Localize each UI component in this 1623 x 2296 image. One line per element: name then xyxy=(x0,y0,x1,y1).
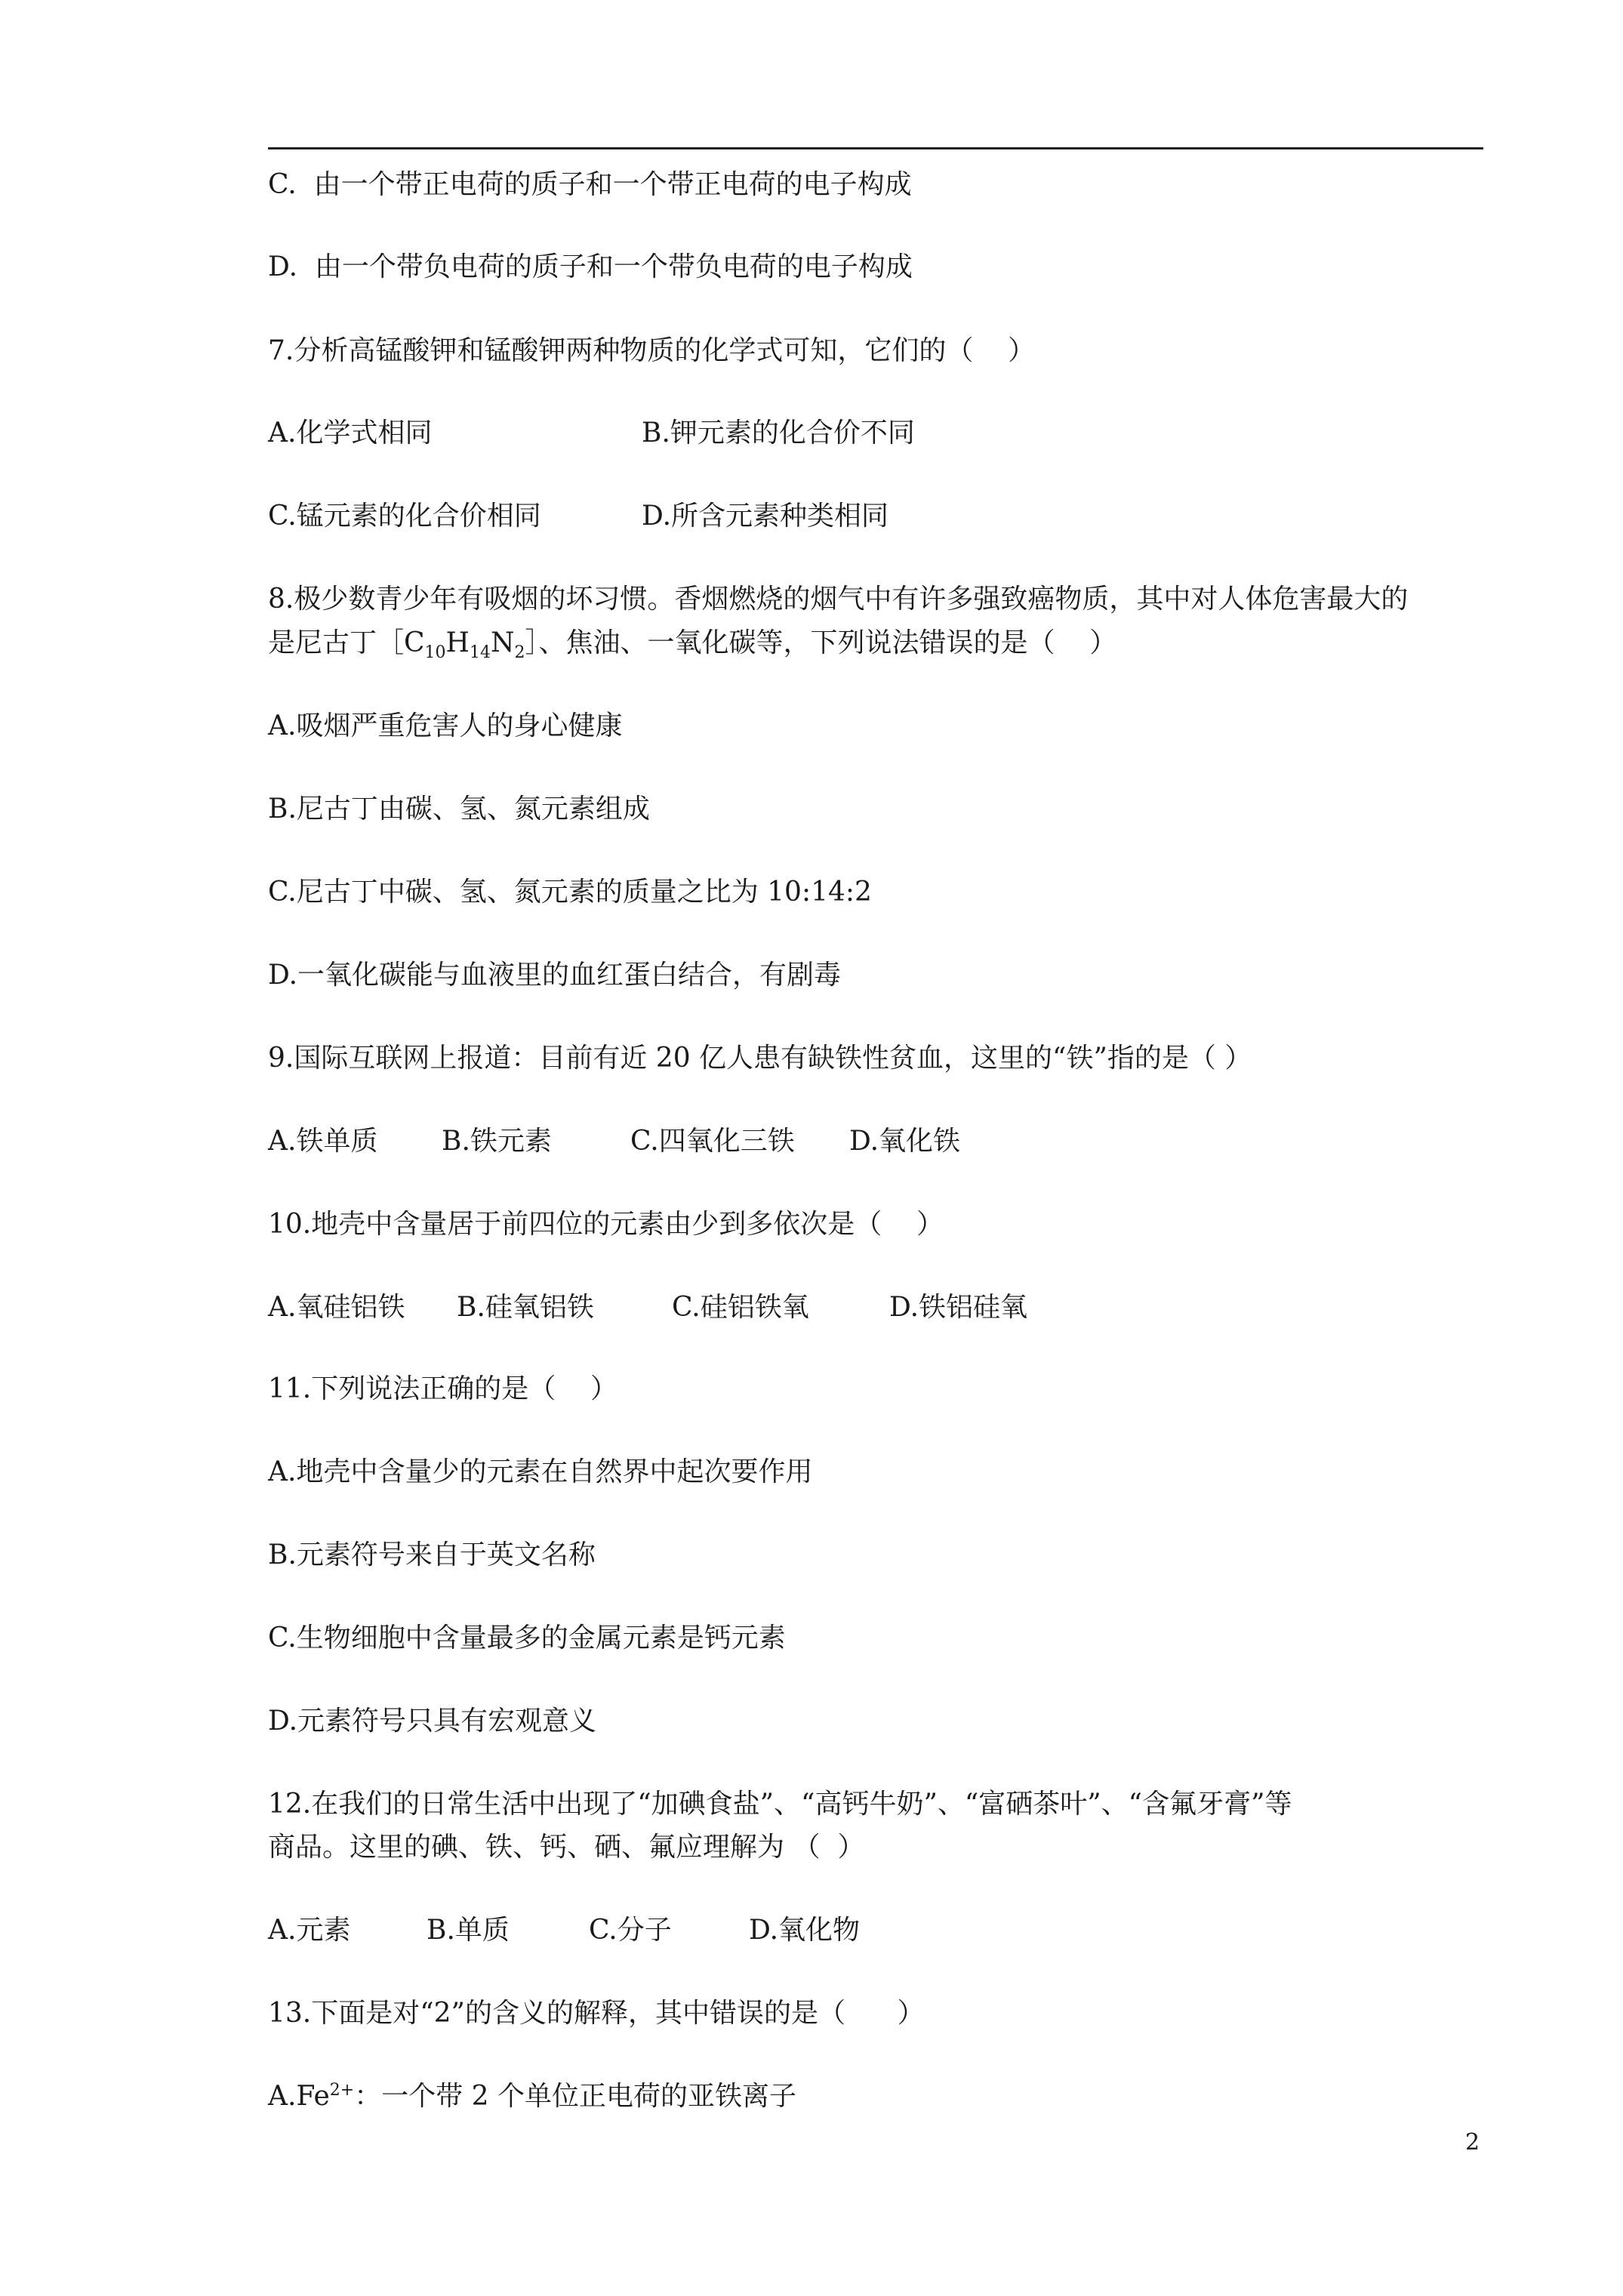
q8-subscript-c: 10 xyxy=(424,643,446,663)
q7-options-row1 xyxy=(268,417,915,450)
q7-option-a: A.化学式相同 xyxy=(268,418,433,448)
q8-stem-prefix: 是尼古丁［C xyxy=(268,627,425,658)
q10-options xyxy=(268,1291,1027,1324)
q6-option-c: C. 由一个带正电荷的质子和一个带正电荷的电子构成 xyxy=(268,169,912,200)
q10-option-c: C.硅铝铁氧 xyxy=(672,1292,809,1323)
q10-option-b: B.硅氧铝铁 xyxy=(457,1292,594,1323)
q12-option-b: B.单质 xyxy=(427,1915,510,1946)
q8-stem-line2 xyxy=(268,627,1117,663)
q13-option-a-text: ：一个带 2 个单位正电荷的亚铁离子 xyxy=(354,2081,796,2112)
q10-option-a: A.氧硅铝铁 xyxy=(268,1292,405,1323)
q8-option-d: D.一氧化碳能与血液里的血红蛋白结合，有剧毒 xyxy=(268,960,842,991)
q9-option-a: A.铁单质 xyxy=(268,1126,378,1157)
q8-stem-suffix: ］、焦油、一氧化碳等，下列说法错误的是（ ） xyxy=(525,627,1117,658)
q7-option-c: C.锰元素的化合价相同 xyxy=(268,501,541,532)
q11-option-b: B.元素符号来自于英文名称 xyxy=(268,1539,596,1570)
q8-subscript-h: 14 xyxy=(469,643,491,663)
q12-stem-line1: 12.在我们的日常生活中出现了“加碘食盐”、“高钙牛奶”、“富硒茶叶”、“含氟牙膏”等 xyxy=(268,1789,1292,1820)
q11-option-d: D.元素符号只具有宏观意义 xyxy=(268,1706,597,1737)
q10-option-d: D.铁铝硅氧 xyxy=(889,1292,1028,1323)
q13-option-a xyxy=(268,2080,796,2113)
q9-option-c: C.四氧化三铁 xyxy=(630,1126,795,1157)
q13-stem: 13.下面是对“2”的含义的解释，其中错误的是（ ） xyxy=(268,1998,925,2029)
q8-option-b: B.尼古丁由碳、氢、氮元素组成 xyxy=(268,794,650,824)
page-number: 2 xyxy=(1465,2129,1480,2156)
q11-stem: 11.下列说法正确的是（ ） xyxy=(268,1373,618,1404)
q7-options-row2 xyxy=(268,500,888,533)
q12-option-c: C.分子 xyxy=(589,1915,672,1946)
q9-stem: 9.国际互联网上报道：目前有近 20 亿人患有缺铁性贫血，这里的“铁”指的是（ ） xyxy=(268,1043,1252,1074)
q12-stem-line2: 商品。这里的碘、铁、钙、硒、氟应理解为 （ ） xyxy=(268,1832,865,1863)
q10-stem: 10.地壳中含量居于前四位的元素由少到多依次是（ ） xyxy=(268,1209,944,1240)
q9-options xyxy=(268,1125,960,1158)
q8-option-c: C.尼古丁中碳、氢、氮元素的质量之比为 10:14:2 xyxy=(268,877,872,908)
header-rule xyxy=(268,147,1483,149)
q9-option-b: B.铁元素 xyxy=(442,1126,552,1157)
q9-option-d: D.氧化铁 xyxy=(849,1126,961,1157)
q13-formula-fe: A.Fe xyxy=(268,2081,330,2112)
q8-subscript-n: 2 xyxy=(514,643,525,663)
q12-option-d: D.氧化物 xyxy=(749,1915,861,1946)
q8-option-a: A.吸烟严重危害人的身心健康 xyxy=(268,710,623,741)
q7-option-d: D.所含元素种类相同 xyxy=(642,501,889,532)
q8-formula-h: H xyxy=(445,627,470,658)
q8-stem-line1: 8.极少数青少年有吸烟的坏习惯。香烟燃烧的烟气中有许多强致癌物质，其中对人体危害最大的 xyxy=(268,584,1409,615)
q12-option-a: A.元素 xyxy=(268,1915,351,1946)
q11-option-c: C.生物细胞中含量最多的金属元素是钙元素 xyxy=(268,1623,786,1653)
q12-options xyxy=(268,1914,860,1947)
q6-option-d: D. 由一个带负电荷的质子和一个带负电荷的电子构成 xyxy=(268,251,913,282)
q7-stem: 7.分析高锰酸钾和锰酸钾两种物质的化学式可知，它们的（ ） xyxy=(268,335,1036,366)
q13-charge-superscript: 2+ xyxy=(329,2081,355,2100)
q7-option-b: B.钾元素的化合价不同 xyxy=(642,418,915,448)
q11-option-a: A.地壳中含量少的元素在自然界中起次要作用 xyxy=(268,1456,813,1487)
q8-formula-n: N xyxy=(490,627,515,658)
